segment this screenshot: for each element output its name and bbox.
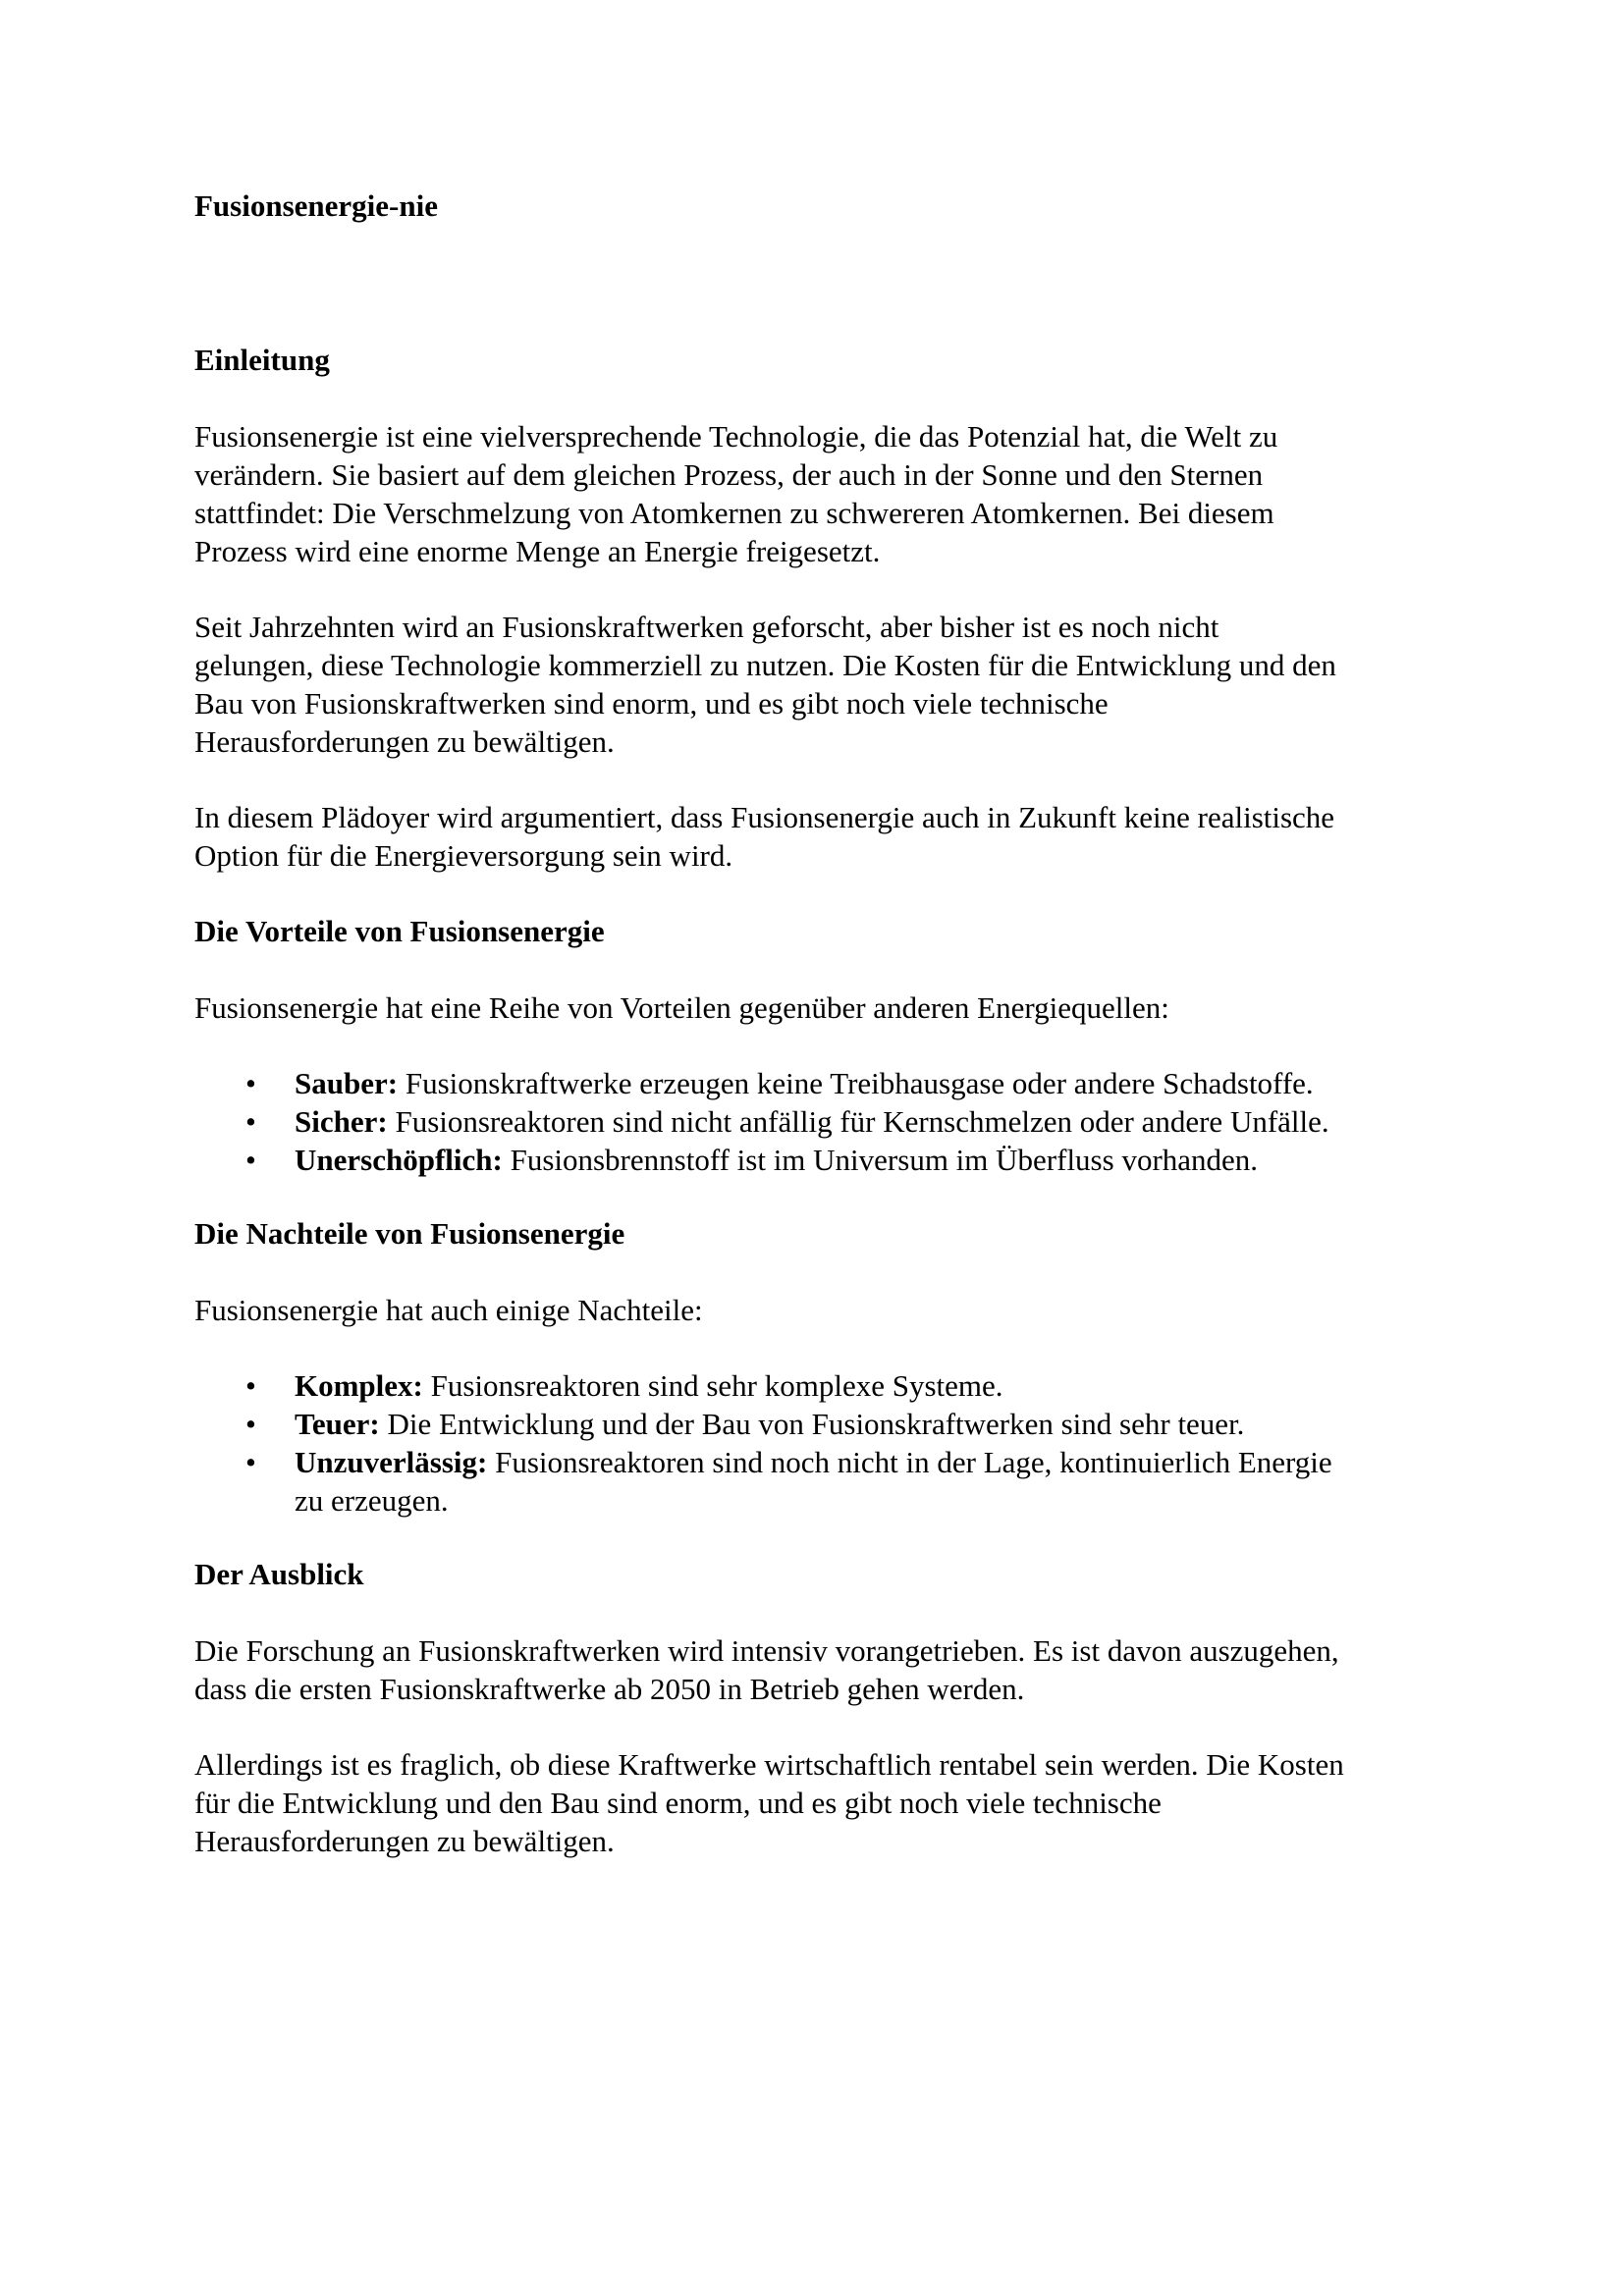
spacer — [194, 875, 1471, 912]
bullet-icon: • — [245, 1143, 256, 1177]
list-item-term: Komplex: — [295, 1368, 423, 1403]
intro-paragraph-3 — [194, 798, 1471, 875]
text-line: Herausforderungen zu bewältigen. — [194, 1824, 615, 1858]
bullet-icon: • — [245, 1445, 256, 1479]
text-line: Prozess wird eine enorme Menge an Energie freigesetzt. — [194, 534, 881, 568]
disadvantages-list — [194, 1366, 1471, 1520]
list-item — [194, 1141, 1471, 1179]
list-item-term: Teuer: — [295, 1407, 380, 1441]
list-item-text: Fusionsreaktoren sind nicht anfällig für Kernschmelzen oder andere Unfälle. — [387, 1104, 1329, 1139]
text-line: In diesem Plädoyer wird argumentiert, dass Fusionsenergie auch in Zukunft keine realistische — [194, 800, 1335, 834]
outlook-paragraph-2 — [194, 1745, 1471, 1860]
text-line: für die Entwicklung und den Bau sind enorm, und es gibt noch viele technische — [194, 1786, 1162, 1820]
intro-paragraph-2 — [194, 608, 1471, 761]
document-title: Fusionsenergie-nie — [194, 188, 438, 223]
list-item-term: Sicher: — [295, 1104, 388, 1139]
text-line: verändern. Sie basiert auf dem gleichen Prozess, der auch in der Sonne und den Sternen — [194, 457, 1264, 492]
bullet-icon: • — [245, 1407, 256, 1441]
section-heading-intro: Einleitung — [194, 343, 330, 377]
text-line: stattfindet: Die Verschmelzung von Atomkernen zu schwereren Atomkernen. Bei diesem — [194, 496, 1274, 530]
spacer — [194, 761, 1471, 798]
list-item-text: Fusionsbrennstoff ist im Universum im Überfluss vorhanden. — [502, 1143, 1259, 1177]
spacer — [194, 1179, 1471, 1214]
list-item-text: Die Entwicklung und der Bau von Fusionskraftwerken sind sehr teuer. — [379, 1407, 1245, 1441]
outlook-paragraph-1 — [194, 1631, 1471, 1708]
list-item-text: Fusionskraftwerke erzeugen keine Treibhausgase oder andere Schadstoffe. — [398, 1066, 1314, 1100]
bullet-icon: • — [245, 1104, 256, 1139]
list-item-term: Sauber: — [295, 1066, 399, 1100]
text-line: Option für die Energieversorgung sein wird. — [194, 838, 733, 873]
list-item-text: Fusionsreaktoren sind noch nicht in der Lage, kontinuierlich Energie — [487, 1445, 1332, 1479]
bullet-icon: • — [245, 1066, 256, 1100]
list-item-term: Unerschöpflich: — [295, 1143, 503, 1177]
advantages-lead: Fusionsenergie hat eine Reihe von Vorteilen gegenüber anderen Energiequellen: — [194, 990, 1169, 1025]
spacer — [194, 1329, 1471, 1366]
bullet-icon: • — [245, 1368, 256, 1403]
document-page — [194, 187, 1471, 1860]
section-heading-disadvantages: Die Nachteile von Fusionsenergie — [194, 1216, 625, 1251]
text-line: Allerdings ist es fraglich, ob diese Kraftwerke wirtschaftlich rentabel sein werden. Die Kosten — [194, 1747, 1344, 1782]
advantages-list — [194, 1064, 1471, 1179]
section-heading-advantages: Die Vorteile von Fusionsenergie — [194, 914, 605, 948]
text-line: Bau von Fusionskraftwerken sind enorm, und es gibt noch viele technische — [194, 686, 1109, 721]
list-item — [194, 1102, 1471, 1141]
text-line: Herausforderungen zu bewältigen. — [194, 724, 615, 759]
spacer — [194, 1593, 1471, 1631]
spacer — [194, 1520, 1471, 1555]
text-line: gelungen, diese Technologie kommerziell zu nutzen. Die Kosten für die Entwicklung und den — [194, 648, 1336, 682]
spacer — [194, 570, 1471, 608]
text-line: Fusionsenergie ist eine vielversprechende Technologie, die das Potenzial hat, die Welt zu — [194, 419, 1278, 454]
spacer — [194, 950, 1471, 988]
list-item — [194, 1443, 1471, 1520]
text-line: Die Forschung an Fusionskraftwerken wird intensiv vorangetrieben. Es ist davon auszugehen, — [194, 1633, 1339, 1668]
list-item-text-continued: zu erzeugen. — [295, 1483, 449, 1518]
spacer — [194, 1253, 1471, 1291]
spacer — [194, 1708, 1471, 1745]
text-line: dass die ersten Fusionskraftwerke ab 2050 in Betrieb gehen werden. — [194, 1672, 1025, 1706]
list-item-text: Fusionsreaktoren sind sehr komplexe Systeme. — [422, 1368, 1003, 1403]
list-item — [194, 1405, 1471, 1443]
section-heading-outlook: Der Ausblick — [194, 1557, 364, 1591]
spacer — [194, 225, 1471, 341]
spacer — [194, 379, 1471, 417]
list-item — [194, 1064, 1471, 1102]
intro-paragraph-1 — [194, 417, 1471, 570]
disadvantages-lead: Fusionsenergie hat auch einige Nachteile: — [194, 1293, 703, 1327]
list-item — [194, 1366, 1471, 1405]
text-line: Seit Jahrzehnten wird an Fusionskraftwerken geforscht, aber bisher ist es noch nicht — [194, 610, 1219, 644]
list-item-term: Unzuverlässig: — [295, 1445, 488, 1479]
spacer — [194, 1027, 1471, 1064]
